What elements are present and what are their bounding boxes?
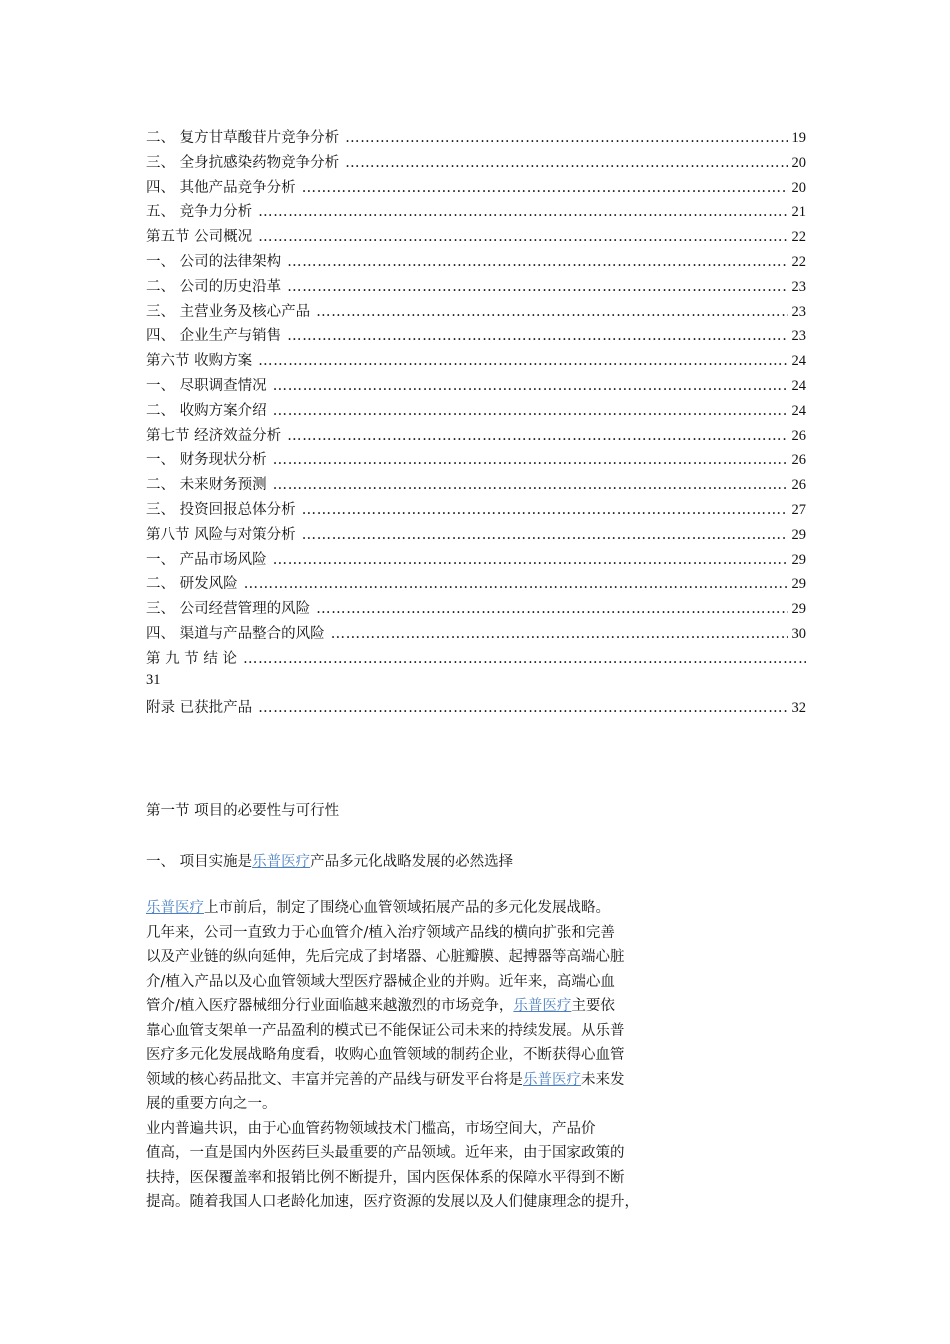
- toc-leader-dots: [258, 700, 787, 716]
- text-line: 靠心血管支架单一产品盈利的模式已不能保证公司未来的持续发展。从乐普: [146, 1022, 625, 1039]
- text-line: 医疗多元化发展战略角度看，收购心血管领域的制药企业，不断获得心血管: [146, 1047, 625, 1063]
- subsection-prefix: 一、 项目实施是: [146, 854, 253, 870]
- text-line: 展的重要方向之一。: [146, 1096, 277, 1112]
- toc-entry-page: 24: [791, 402, 806, 419]
- text-line: 值高，一直是国内外医药巨头最重要的产品领域。近年来，由于国家政策的: [146, 1145, 625, 1161]
- toc-entry-page: 23: [791, 278, 806, 295]
- toc-entry-label: 三、 全身抗感染药物竞争分析: [146, 154, 340, 171]
- toc-leader-dots: [258, 204, 787, 220]
- toc-entry-page: 22: [791, 253, 806, 270]
- toc-entry-page: 29: [791, 601, 806, 618]
- toc-entry-page: 21: [791, 204, 806, 221]
- toc-entry-label: 一、 财务现状分析: [146, 452, 267, 469]
- toc-entry[interactable]: [146, 300, 806, 325]
- toc-entry-page: 24: [791, 377, 806, 394]
- company-link[interactable]: 乐普医疗: [252, 854, 311, 870]
- toc-leader-dots: [258, 353, 787, 369]
- toc-entry[interactable]: [146, 126, 806, 151]
- toc-entry[interactable]: [146, 498, 806, 523]
- text-line: 上市前后，制定了围绕心血管领域拓展产品的多元化发展战略。: [204, 900, 610, 916]
- toc-leader-dots: [287, 279, 787, 295]
- toc-leader-dots: [287, 328, 787, 344]
- toc-entry-label: 第七节 经济效益分析: [146, 427, 282, 444]
- toc-entry-page: 32: [791, 700, 806, 717]
- toc-entry[interactable]: [146, 349, 806, 374]
- toc-leader-dots: [345, 155, 787, 171]
- toc-entry-page: 26: [791, 452, 806, 469]
- toc-entry-page: 24: [791, 353, 806, 370]
- toc-entry-label: 三、 公司经营管理的风险: [146, 601, 311, 618]
- toc-entry-page: 23: [791, 328, 806, 345]
- toc-entry-page: 29: [791, 576, 806, 593]
- toc-entry-label: 二、 收购方案介绍: [146, 402, 267, 419]
- toc-entry-label: 二、 未来财务预测: [146, 477, 267, 494]
- toc-entry[interactable]: [146, 200, 806, 225]
- company-link[interactable]: 乐普医疗: [523, 1071, 581, 1088]
- body-text: [146, 896, 681, 1215]
- text-line: 提高。随着我国人口老龄化加速，医疗资源的发展以及人们健康理念的提升，: [146, 1194, 639, 1210]
- toc-entry[interactable]: [146, 572, 806, 597]
- toc-entry[interactable]: [146, 399, 806, 424]
- text-span: 领域的核心药品批文、丰富并完善的产品线与研发平台将是: [146, 1071, 523, 1088]
- toc-entry-label: 二、 公司的历史沿革: [146, 278, 282, 295]
- toc-entry-label: 一、 公司的法律架构: [146, 253, 282, 270]
- toc-entry[interactable]: [146, 324, 806, 349]
- toc-entry-page: 26: [791, 477, 806, 494]
- toc-entry[interactable]: [146, 523, 806, 548]
- toc-entry[interactable]: [146, 622, 806, 647]
- toc-leader-dots: [287, 254, 787, 270]
- text-line: 几年来，公司一直致力于心血管介/植入治疗领域产品线的横向扩张和完善: [146, 924, 615, 941]
- toc-entry-label: 第五节 公司概况: [146, 229, 253, 246]
- text-line: 介/植入产品以及心血管领域大型医疗器械企业的并购。近年来，高端心血: [146, 973, 615, 990]
- toc-leader-dots: [273, 477, 788, 493]
- toc-entry-label: 第八节 风险与对策分析: [146, 526, 296, 543]
- toc-entry[interactable]: [146, 225, 806, 250]
- toc-leader-dots: [331, 626, 788, 642]
- toc-entry-page: 27: [791, 501, 806, 518]
- toc-leader-dots: [316, 304, 787, 320]
- text-line: [146, 994, 681, 1019]
- table-of-contents: [146, 126, 806, 721]
- toc-entry-label: 二、 复方甘草酸苷片竞争分析: [146, 130, 340, 146]
- toc-leader-dots: [243, 651, 806, 667]
- toc-entry-label: 附录 已获批产品: [146, 700, 253, 717]
- company-link[interactable]: 乐普医疗: [146, 900, 204, 916]
- toc-entry-label: 一、 产品市场风险: [146, 551, 267, 568]
- subsection-heading: [146, 850, 513, 871]
- toc-entry-label: 一、 尽职调查情况: [146, 377, 267, 394]
- toc-entry[interactable]: [146, 151, 806, 176]
- toc-entry[interactable]: [146, 548, 806, 573]
- toc-entry-page: 22: [791, 229, 806, 246]
- toc-entry-label: 二、 研发风险: [146, 576, 238, 593]
- toc-entry-label: 三、 主营业务及核心产品: [146, 303, 311, 320]
- toc-leader-dots: [287, 428, 787, 444]
- toc-entry-label: 五、 竞争力分析: [146, 204, 253, 221]
- toc-leader-dots: [273, 403, 788, 419]
- toc-entry[interactable]: [146, 374, 806, 399]
- toc-leader-dots: [345, 130, 787, 146]
- paragraph: [146, 896, 681, 921]
- toc-entry-label: 第 九 节 结 论: [146, 650, 237, 667]
- toc-entry-label: 三、 投资回报总体分析: [146, 501, 296, 518]
- toc-entry-page: 29: [791, 526, 806, 543]
- toc-entry-page: 30: [791, 625, 806, 642]
- toc-entry-page: 26: [791, 427, 806, 444]
- toc-entry[interactable]: [146, 424, 806, 449]
- toc-leader-dots: [302, 180, 788, 196]
- toc-entry-page: 23: [791, 303, 806, 320]
- text-span: 未来发: [581, 1071, 625, 1088]
- toc-entry[interactable]: [146, 696, 806, 721]
- toc-entry-page: 19: [791, 130, 806, 146]
- toc-entry[interactable]: [146, 275, 806, 300]
- toc-leader-dots: [302, 502, 788, 518]
- text-span: 管介/植入医疗器械细分行业面临越来越激烈的市场竞争，: [146, 998, 514, 1014]
- text-line: 以及产业链的纵向延伸，先后完成了封堵器、心脏瓣膜、起搏器等高端心脏: [146, 949, 625, 965]
- toc-entry[interactable]: [146, 448, 806, 473]
- toc-leader-dots: [273, 452, 788, 468]
- toc-entry[interactable]: [146, 597, 806, 622]
- toc-leader-dots: [302, 527, 788, 543]
- text-line: 扶持，医保覆盖率和报销比例不断提升，国内医保体系的保障水平得到不断: [146, 1169, 625, 1186]
- subsection-suffix: 产品多元化战略发展的必然选择: [310, 854, 514, 870]
- toc-entry-page: 20: [791, 154, 806, 171]
- text-line: 业内普遍共识，由于心血管药物领域技术门槛高，市场空间大，产品价: [146, 1120, 596, 1137]
- toc-entry-label: 四、 企业生产与销售: [146, 328, 282, 345]
- toc-entry-label: 四、 其他产品竞争分析: [146, 179, 296, 196]
- toc-leader-dots: [273, 378, 788, 394]
- section-heading: 第一节 项目的必要性与可行性: [146, 803, 340, 819]
- company-link[interactable]: 乐普医疗: [513, 998, 572, 1014]
- toc-leader-dots: [244, 576, 788, 592]
- toc-entry-page: 31: [146, 671, 161, 688]
- text-line: [146, 1068, 681, 1093]
- toc-entry-label: 第六节 收购方案: [146, 353, 253, 370]
- toc-entry-page: 29: [791, 551, 806, 568]
- toc-leader-dots: [273, 552, 788, 568]
- text-span: 主要依: [571, 998, 615, 1014]
- toc-leader-dots: [316, 601, 787, 617]
- toc-entry[interactable]: [146, 250, 806, 275]
- toc-entry-label: 四、 渠道与产品整合的风险: [146, 625, 325, 642]
- toc-leader-dots: [258, 229, 787, 245]
- toc-entry-wrapped[interactable]: [146, 647, 806, 672]
- toc-entry-page: 20: [791, 179, 806, 196]
- toc-entry[interactable]: [146, 473, 806, 498]
- toc-entry[interactable]: [146, 176, 806, 201]
